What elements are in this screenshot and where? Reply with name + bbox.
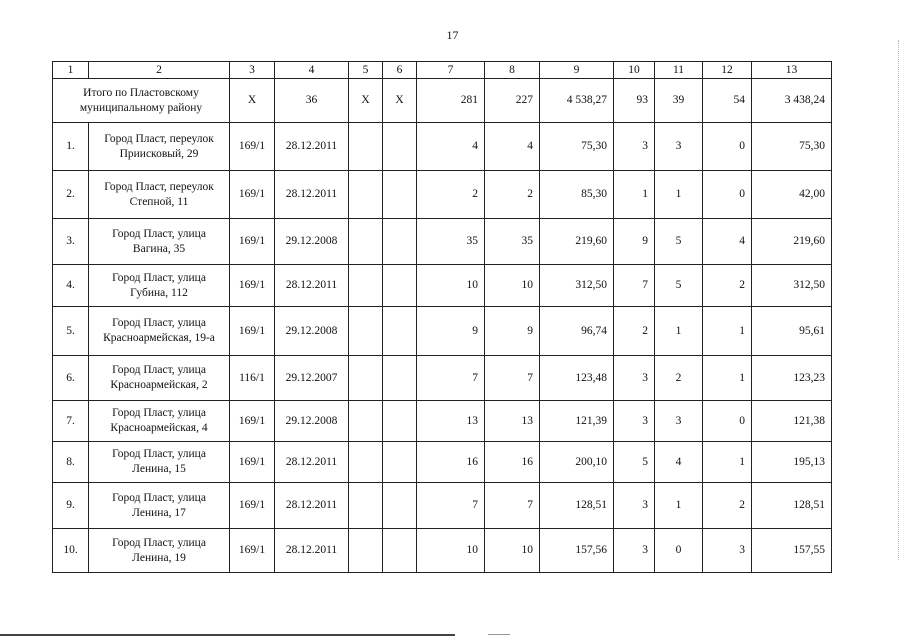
area-cell: 200,10 — [540, 442, 614, 483]
value-cell: 0 — [703, 401, 752, 442]
housing-table — [52, 61, 832, 573]
empty-cell — [349, 401, 383, 442]
table-row — [53, 171, 832, 219]
empty-cell — [383, 529, 417, 573]
value-cell: 0 — [703, 171, 752, 219]
area-cell: 157,56 — [540, 529, 614, 573]
column-number: 13 — [752, 62, 832, 79]
page-number: 17 — [446, 28, 459, 42]
table-row — [53, 219, 832, 265]
value-cell: 10 — [485, 265, 540, 307]
row-number: 5. — [53, 307, 89, 356]
total-row — [53, 79, 832, 123]
table-row — [53, 483, 832, 529]
column-number: 8 — [485, 62, 540, 79]
area-cell: 128,51 — [752, 483, 832, 529]
empty-cell — [349, 171, 383, 219]
value-cell: 4 — [417, 123, 485, 171]
total-value: 54 — [703, 79, 752, 123]
doc-number-cell: 169/1 — [230, 123, 275, 171]
value-cell: 7 — [417, 356, 485, 401]
bottom-rule — [0, 634, 455, 636]
row-number: 4. — [53, 265, 89, 307]
empty-cell — [349, 483, 383, 529]
value-cell: 10 — [485, 529, 540, 573]
value-cell: 7 — [417, 483, 485, 529]
doc-number-cell: 169/1 — [230, 265, 275, 307]
value-cell: 2 — [485, 171, 540, 219]
scan-edge-marks — [892, 40, 899, 560]
row-number: 9. — [53, 483, 89, 529]
area-cell: 219,60 — [540, 219, 614, 265]
empty-cell — [383, 123, 417, 171]
empty-cell — [349, 356, 383, 401]
total-value: X — [230, 79, 275, 123]
value-cell: 4 — [485, 123, 540, 171]
area-cell: 121,39 — [540, 401, 614, 442]
value-cell: 9 — [485, 307, 540, 356]
table-row — [53, 529, 832, 573]
address-cell: Город Пласт, переулок Степной, 11 — [89, 171, 230, 219]
total-value: 227 — [485, 79, 540, 123]
column-number: 11 — [655, 62, 703, 79]
doc-number-cell: 169/1 — [230, 529, 275, 573]
value-cell: 3 — [614, 483, 655, 529]
empty-cell — [383, 219, 417, 265]
table-row — [53, 307, 832, 356]
value-cell: 9 — [614, 219, 655, 265]
value-cell: 3 — [614, 123, 655, 171]
value-cell: 3 — [614, 401, 655, 442]
column-number-row — [53, 62, 832, 79]
column-number: 7 — [417, 62, 485, 79]
value-cell: 13 — [417, 401, 485, 442]
column-number: 3 — [230, 62, 275, 79]
value-cell: 1 — [614, 171, 655, 219]
value-cell: 1 — [703, 307, 752, 356]
column-number: 6 — [383, 62, 417, 79]
date-cell: 28.12.2011 — [275, 529, 349, 573]
table-row — [53, 356, 832, 401]
area-cell: 123,23 — [752, 356, 832, 401]
value-cell: 10 — [417, 265, 485, 307]
area-cell: 85,30 — [540, 171, 614, 219]
date-cell: 28.12.2011 — [275, 171, 349, 219]
value-cell: 1 — [655, 171, 703, 219]
value-cell: 7 — [614, 265, 655, 307]
value-cell: 4 — [655, 442, 703, 483]
total-value: X — [383, 79, 417, 123]
column-number: 2 — [89, 62, 230, 79]
total-value: 36 — [275, 79, 349, 123]
total-value: 281 — [417, 79, 485, 123]
value-cell: 3 — [614, 356, 655, 401]
value-cell: 5 — [614, 442, 655, 483]
table-row — [53, 401, 832, 442]
empty-cell — [349, 219, 383, 265]
doc-number-cell: 116/1 — [230, 356, 275, 401]
total-value: X — [349, 79, 383, 123]
area-cell: 121,38 — [752, 401, 832, 442]
address-cell: Город Пласт, переулок Приисковый, 29 — [89, 123, 230, 171]
value-cell: 1 — [703, 442, 752, 483]
date-cell: 29.12.2008 — [275, 307, 349, 356]
value-cell: 2 — [703, 265, 752, 307]
area-cell: 75,30 — [752, 123, 832, 171]
value-cell: 2 — [614, 307, 655, 356]
value-cell: 2 — [655, 356, 703, 401]
value-cell: 2 — [417, 171, 485, 219]
area-cell: 312,50 — [752, 265, 832, 307]
total-value: 3 438,24 — [752, 79, 832, 123]
value-cell: 3 — [655, 123, 703, 171]
column-number: 9 — [540, 62, 614, 79]
doc-number-cell: 169/1 — [230, 442, 275, 483]
table-row — [53, 442, 832, 483]
total-value: 93 — [614, 79, 655, 123]
area-cell: 128,51 — [540, 483, 614, 529]
address-cell: Город Пласт, улица Красноармейская, 19-а — [89, 307, 230, 356]
empty-cell — [349, 123, 383, 171]
date-cell: 28.12.2011 — [275, 265, 349, 307]
row-number: 3. — [53, 219, 89, 265]
table-row — [53, 123, 832, 171]
value-cell: 10 — [417, 529, 485, 573]
doc-number-cell: 169/1 — [230, 219, 275, 265]
column-number: 4 — [275, 62, 349, 79]
empty-cell — [383, 307, 417, 356]
address-cell: Город Пласт, улица Ленина, 15 — [89, 442, 230, 483]
value-cell: 1 — [655, 483, 703, 529]
value-cell: 5 — [655, 265, 703, 307]
address-cell: Город Пласт, улица Губина, 112 — [89, 265, 230, 307]
date-cell: 29.12.2008 — [275, 219, 349, 265]
row-number: 2. — [53, 171, 89, 219]
empty-cell — [349, 307, 383, 356]
empty-cell — [383, 442, 417, 483]
value-cell: 35 — [485, 219, 540, 265]
address-cell: Город Пласт, улица Ленина, 19 — [89, 529, 230, 573]
column-number: 1 — [53, 62, 89, 79]
value-cell: 35 — [417, 219, 485, 265]
area-cell: 219,60 — [752, 219, 832, 265]
date-cell: 29.12.2008 — [275, 401, 349, 442]
address-cell: Город Пласт, улица Красноармейская, 4 — [89, 401, 230, 442]
area-cell: 157,55 — [752, 529, 832, 573]
value-cell: 5 — [655, 219, 703, 265]
column-number: 10 — [614, 62, 655, 79]
empty-cell — [349, 265, 383, 307]
empty-cell — [383, 401, 417, 442]
doc-number-cell: 169/1 — [230, 483, 275, 529]
table-row — [53, 265, 832, 307]
area-cell: 95,61 — [752, 307, 832, 356]
value-cell: 0 — [655, 529, 703, 573]
value-cell: 0 — [703, 123, 752, 171]
row-number: 7. — [53, 401, 89, 442]
address-cell: Город Пласт, улица Вагина, 35 — [89, 219, 230, 265]
area-cell: 123,48 — [540, 356, 614, 401]
total-value: 4 538,27 — [540, 79, 614, 123]
value-cell: 1 — [703, 356, 752, 401]
empty-cell — [349, 442, 383, 483]
empty-cell — [349, 529, 383, 573]
row-number: 10. — [53, 529, 89, 573]
date-cell: 29.12.2007 — [275, 356, 349, 401]
date-cell: 28.12.2011 — [275, 123, 349, 171]
value-cell: 16 — [485, 442, 540, 483]
doc-number-cell: 169/1 — [230, 401, 275, 442]
row-number: 6. — [53, 356, 89, 401]
value-cell: 9 — [417, 307, 485, 356]
address-cell: Город Пласт, улица Красноармейская, 2 — [89, 356, 230, 401]
value-cell: 3 — [703, 529, 752, 573]
value-cell: 4 — [703, 219, 752, 265]
value-cell: 13 — [485, 401, 540, 442]
empty-cell — [383, 483, 417, 529]
total-label: Итого по Пластовскому муниципальному району — [53, 79, 230, 123]
address-cell: Город Пласт, улица Ленина, 17 — [89, 483, 230, 529]
value-cell: 2 — [703, 483, 752, 529]
area-cell: 96,74 — [540, 307, 614, 356]
value-cell: 7 — [485, 483, 540, 529]
value-cell: 3 — [614, 529, 655, 573]
date-cell: 28.12.2011 — [275, 442, 349, 483]
empty-cell — [383, 171, 417, 219]
column-number: 12 — [703, 62, 752, 79]
value-cell: 3 — [655, 401, 703, 442]
date-cell: 28.12.2011 — [275, 483, 349, 529]
row-number: 1. — [53, 123, 89, 171]
area-cell: 312,50 — [540, 265, 614, 307]
doc-number-cell: 169/1 — [230, 171, 275, 219]
area-cell: 42,00 — [752, 171, 832, 219]
value-cell: 1 — [655, 307, 703, 356]
row-number: 8. — [53, 442, 89, 483]
value-cell: 7 — [485, 356, 540, 401]
empty-cell — [383, 356, 417, 401]
area-cell: 75,30 — [540, 123, 614, 171]
empty-cell — [383, 265, 417, 307]
value-cell: 16 — [417, 442, 485, 483]
total-value: 39 — [655, 79, 703, 123]
bottom-dash — [488, 634, 510, 635]
column-number: 5 — [349, 62, 383, 79]
doc-number-cell: 169/1 — [230, 307, 275, 356]
area-cell: 195,13 — [752, 442, 832, 483]
